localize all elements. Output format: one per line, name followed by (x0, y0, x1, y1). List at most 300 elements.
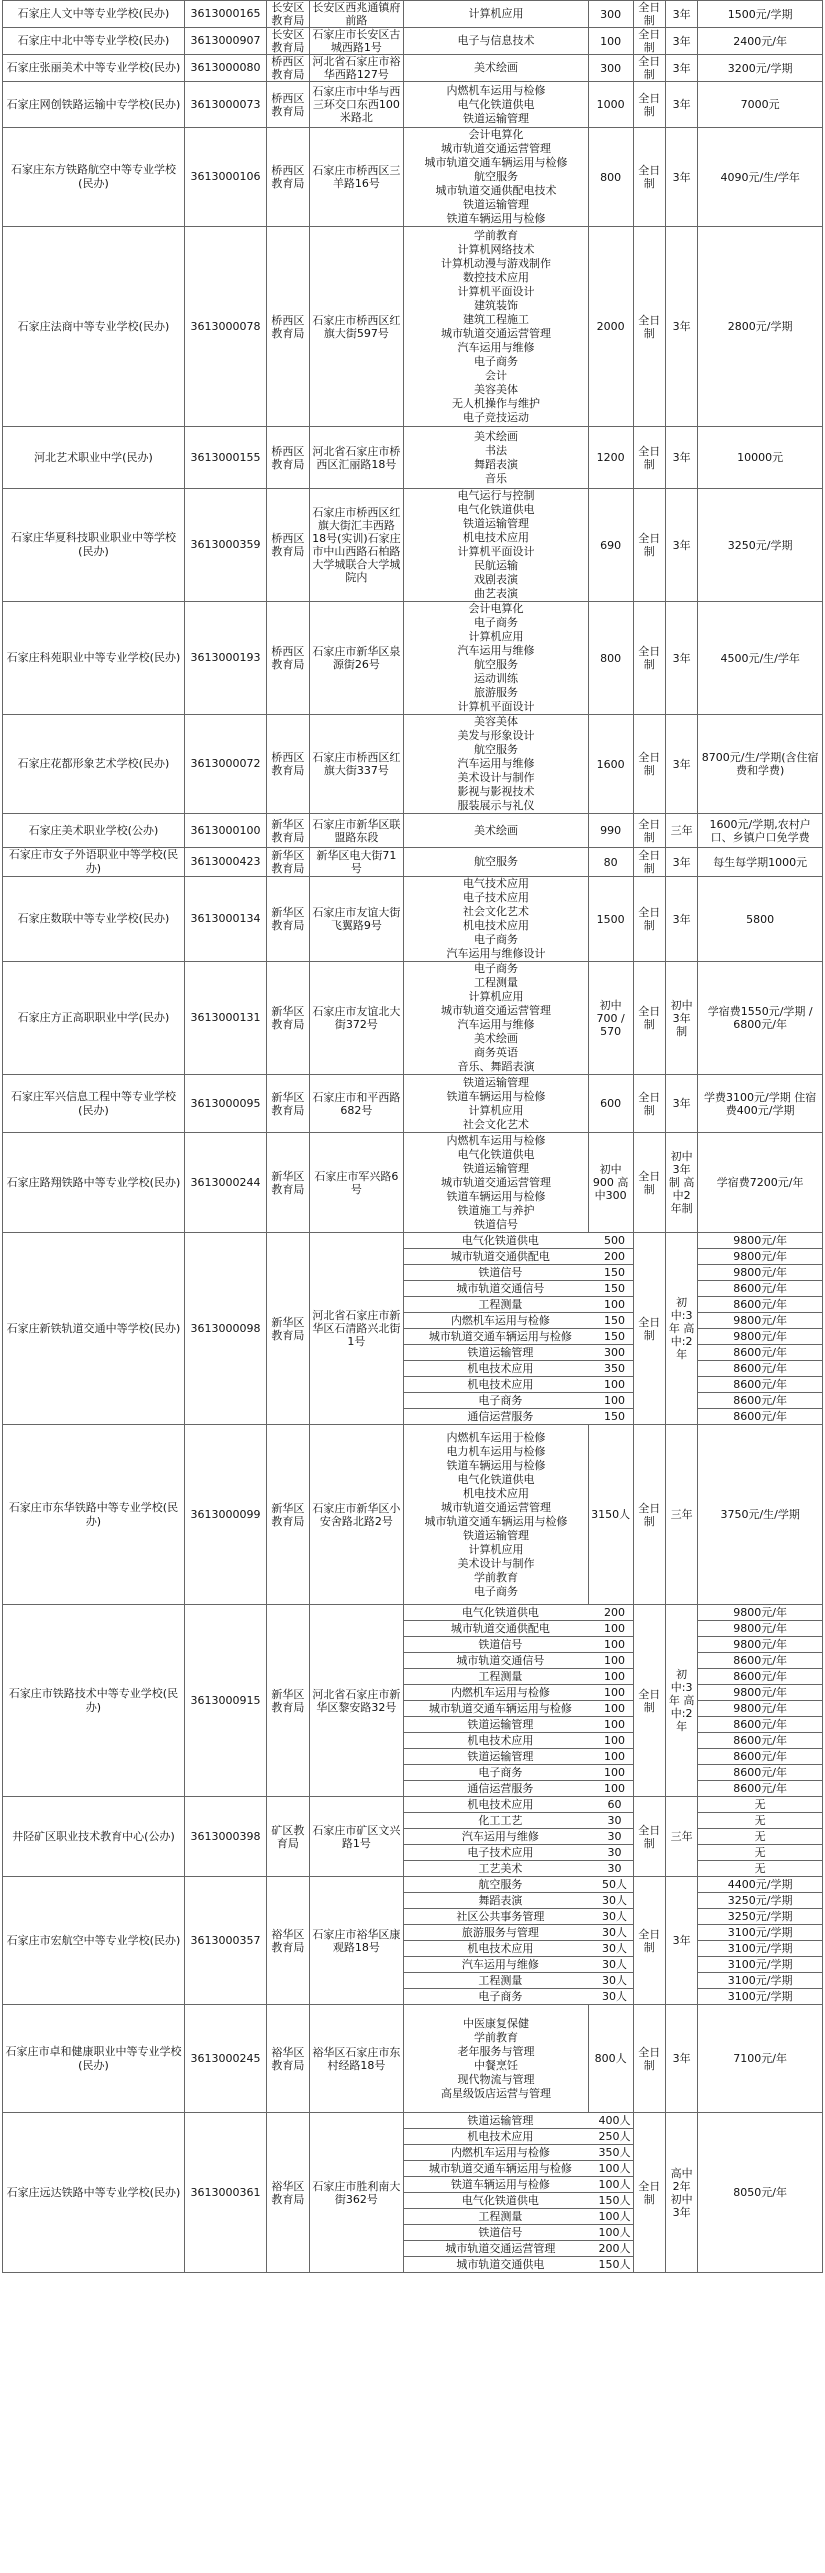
school-address: 石家庄市长安区古城西路1号 (309, 28, 404, 55)
major-item: 舞蹈表演 (473, 457, 518, 471)
study-years: 3年 (665, 427, 697, 489)
tuition-fee: 8700元/生/学期(含住宿费和学费) (698, 715, 823, 814)
major-item: 计算机应用 (468, 630, 524, 643)
major-item: 现代物流与管理 (457, 2072, 535, 2086)
enroll-plan: 2000 (588, 227, 633, 427)
major-item: 铁道运输管理 (462, 1528, 529, 1542)
major-item: 戏剧表演 (473, 573, 518, 586)
enroll-plan: 3150人 (588, 1425, 633, 1605)
study-form: 全日制 (633, 1075, 665, 1133)
majors-list (404, 1425, 588, 1605)
majors-list (404, 2005, 588, 2113)
major-item: 铁道车辆运用与检修 (404, 2177, 596, 2193)
major-item: 城市轨道交通车辆运用与检修 (404, 1329, 596, 1345)
major-item: 会计 (484, 368, 507, 382)
education-bureau: 新华区教育局 (267, 848, 309, 877)
enroll-plan: 100 (597, 1733, 633, 1749)
school-code: 3613000361 (184, 2113, 266, 2273)
school-row (3, 128, 823, 227)
fee-item: 9800元/年 (698, 1329, 822, 1345)
tuition-fee: 1600元/学期,农村户口、乡镇户口免学费 (698, 814, 823, 848)
major-item: 计算机应用 (468, 990, 524, 1003)
major-item: 工程测量 (404, 1973, 596, 1989)
fee-item: 8600元/年 (698, 1361, 822, 1377)
fee-item: 8600元/年 (698, 1393, 822, 1409)
major-item: 铁道运输管理 (462, 111, 529, 125)
enroll-plan: 150 (597, 1281, 633, 1297)
majors-list (404, 1133, 588, 1233)
school-address: 石家庄市桥西区三羊路16号 (309, 128, 404, 227)
major-item: 城市轨道交通信号 (404, 1281, 596, 1297)
major-item: 铁道运输管理 (404, 2113, 596, 2129)
study-years: 3年 (665, 1, 697, 28)
study-years: 3年 (665, 602, 697, 715)
school-name: 石家庄花都形象艺术学校(民办) (3, 715, 185, 814)
fee-item: 3100元/学期 (698, 1925, 822, 1941)
enroll-plan: 100 (597, 1297, 633, 1313)
enroll-plan: 100 (597, 1621, 633, 1637)
major-item: 电子商务 (473, 1584, 518, 1598)
fee-grid (698, 1797, 823, 1877)
education-bureau: 裕华区教育局 (267, 1877, 309, 2005)
major-item: 学前教育 (473, 228, 518, 242)
major-item: 城市轨道交通供电 (456, 2257, 545, 2271)
major-item: 美术绘画 (473, 61, 518, 74)
fee-item: 无 (698, 1813, 822, 1829)
enroll-plan: 100人 (598, 2177, 631, 2191)
school-name: 石家庄美术职业学校(公办) (3, 814, 185, 848)
fee-item: 3250元/学期 (698, 1909, 822, 1925)
major-item: 铁道车辆运用与检修 (446, 1089, 546, 1103)
tuition-fee: 4090元/生/学年 (698, 128, 823, 227)
school-address: 石家庄市桥西区红旗大街597号 (309, 227, 404, 427)
study-years: 三年 (665, 814, 697, 848)
enroll-plan: 150 (597, 1313, 633, 1329)
fee-item: 8600元/年 (733, 1409, 787, 1423)
study-form: 全日制 (633, 1233, 665, 1425)
fee-item: 3100元/学期 (698, 1941, 822, 1957)
enroll-plan: 30 (607, 1861, 622, 1875)
education-bureau: 新华区教育局 (267, 962, 309, 1075)
education-bureau: 新华区教育局 (267, 1605, 309, 1797)
fee-item: 8600元/年 (698, 1717, 822, 1733)
major-item: 铁道车辆运用与检修 (446, 1189, 546, 1203)
major-item: 机电技术应用 (462, 531, 529, 544)
education-bureau: 桥西区教育局 (267, 715, 309, 814)
school-row (3, 1605, 823, 1797)
major-item: 电子商务 (473, 616, 518, 629)
majors-list (404, 877, 588, 962)
study-years: 初中3年制 高中2年制 (665, 1133, 697, 1233)
major-item: 社区公共事务管理 (404, 1909, 596, 1925)
tuition-fee: 7000元 (698, 82, 823, 128)
enroll-plan: 80 (588, 848, 633, 877)
study-form: 全日制 (633, 55, 665, 82)
major-item: 社会文化艺术 (462, 1117, 529, 1131)
school-code: 3613000072 (184, 715, 266, 814)
major-item: 计算机平面设计 (457, 700, 535, 713)
major-item: 汽车运用与维修 (457, 340, 535, 354)
fee-item: 3250元/学期 (698, 1893, 822, 1909)
major-item: 民航运输 (473, 559, 518, 572)
enroll-plan: 200 (597, 1249, 633, 1265)
study-years: 3年 (665, 489, 697, 602)
major-item: 学前教育 (473, 1570, 518, 1584)
study-form: 全日制 (633, 427, 665, 489)
school-code: 3613000078 (184, 227, 266, 427)
enroll-plan: 400人 (598, 2113, 631, 2127)
school-code: 3613000165 (184, 1, 266, 28)
school-code: 3613000098 (184, 1233, 266, 1425)
education-bureau: 桥西区教育局 (267, 227, 309, 427)
school-address: 河北省石家庄市新华区黎安路32号 (309, 1605, 404, 1797)
school-code: 3613000131 (184, 962, 266, 1075)
major-item: 城市轨道交通运营管理 (440, 1004, 551, 1017)
enroll-plan: 600 (588, 1075, 633, 1133)
tuition-fee: 8050元/年 (698, 2113, 823, 2273)
school-code: 3613000134 (184, 877, 266, 962)
major-item: 航空服务 (473, 743, 518, 756)
major-item: 美术设计与制作 (457, 1556, 535, 1570)
study-form: 全日制 (633, 1, 665, 28)
major-item: 影视与影视技术 (457, 785, 535, 798)
school-row (3, 1797, 823, 1877)
fee-item: 8600元/年 (698, 1669, 822, 1685)
major-item: 铁道运输管理 (404, 1717, 596, 1733)
school-address: 新华区电大街71号 (309, 848, 404, 877)
enroll-plan: 500 (597, 1233, 633, 1249)
school-row (3, 962, 823, 1075)
enroll-plan: 30人 (597, 1973, 633, 1989)
major-item: 汽车运用与维修 (404, 1957, 596, 1973)
major-item: 建筑装饰 (473, 298, 518, 312)
tuition-fee: 3750元/生/学期 (698, 1425, 823, 1605)
major-item: 工艺美术 (478, 1861, 523, 1875)
study-form: 全日制 (633, 715, 665, 814)
fee-item: 9800元/年 (698, 1685, 822, 1701)
enroll-plan: 100 (597, 1393, 633, 1409)
fee-item: 9800元/年 (698, 1621, 822, 1637)
tuition-fee: 4500元/生/学年 (698, 602, 823, 715)
enroll-plan: 300 (588, 55, 633, 82)
school-address: 裕华区石家庄市东村经路18号 (309, 2005, 404, 2113)
major-item: 工程测量 (404, 1669, 596, 1685)
fee-item: 8600元/年 (698, 1377, 822, 1393)
major-item: 电子商务 (473, 354, 518, 368)
study-years: 高中2年初中3年 (665, 2113, 697, 2273)
study-years: 初中3年制 (665, 962, 697, 1075)
enroll-plan: 30 (597, 1845, 633, 1861)
major-item: 音乐、舞蹈表演 (457, 1060, 535, 1073)
major-item: 电气化铁道供电 (404, 1605, 596, 1621)
major-item: 铁道信号 (404, 1637, 596, 1653)
major-item: 美术设计与制作 (457, 771, 535, 784)
school-code: 3613000907 (184, 28, 266, 55)
fee-item: 8600元/年 (698, 1345, 822, 1361)
fee-item: 9800元/年 (698, 1605, 822, 1621)
major-item: 内燃机车运用与检修 (404, 2145, 596, 2161)
school-row (3, 2005, 823, 2113)
school-code: 3613000106 (184, 128, 266, 227)
fee-item: 9800元/年 (698, 1249, 822, 1265)
enroll-plan: 100 (597, 1701, 633, 1717)
enroll-plan: 100 (597, 1765, 633, 1781)
school-address: 石家庄市新华区小安舍路北路2号 (309, 1425, 404, 1605)
school-row (3, 715, 823, 814)
enroll-plan: 1600 (588, 715, 633, 814)
study-form: 全日制 (633, 962, 665, 1075)
major-item: 电子与信息技术 (457, 34, 535, 47)
school-code: 3613000423 (184, 848, 266, 877)
major-item: 电子商务 (478, 1989, 523, 2003)
major-item: 无人机操作与维护 (451, 396, 540, 410)
major-item: 音乐 (484, 471, 507, 485)
major-item: 铁道运输管理 (462, 198, 529, 211)
school-name: 石家庄张丽美术中等专业学校(民办) (3, 55, 185, 82)
study-form: 全日制 (633, 1877, 665, 2005)
school-address: 长安区西兆通镇府前路 (309, 1, 404, 28)
fee-item: 8600元/年 (698, 1297, 822, 1313)
enroll-plan: 800 (588, 602, 633, 715)
school-row (3, 1, 823, 28)
study-form: 全日制 (633, 1425, 665, 1605)
fee-item: 9800元/年 (698, 1313, 822, 1329)
major-item: 会计电算化 (468, 602, 524, 615)
majors-list (404, 128, 588, 227)
fee-item: 9800元/年 (698, 1265, 822, 1281)
school-name: 石家庄新铁轨道交通中等学校(民办) (3, 1233, 185, 1425)
enroll-plan: 100 (597, 1685, 633, 1701)
study-years: 3年 (665, 2005, 697, 2113)
study-form: 全日制 (633, 489, 665, 602)
major-item: 铁道信号 (404, 2225, 596, 2241)
major-item: 机电技术应用 (404, 1733, 596, 1749)
school-code: 3613000398 (184, 1797, 266, 1877)
fee-item: 无 (698, 1829, 822, 1845)
school-address: 石家庄市矿区文兴路1号 (309, 1797, 404, 1877)
education-bureau: 矿区教育局 (267, 1797, 309, 1877)
school-name: 石家庄华夏科技职业职业中等学校(民办) (3, 489, 185, 602)
enroll-plan: 100 (597, 1377, 633, 1393)
major-item: 航空服务 (473, 658, 518, 671)
school-code: 3613000099 (184, 1425, 266, 1605)
major-item: 运动训练 (473, 672, 518, 685)
major-item: 汽车运用与维修 (457, 1018, 535, 1031)
study-years: 3年 (665, 715, 697, 814)
major-item: 中餐烹饪 (473, 2058, 518, 2072)
school-name: 石家庄军兴信息工程中等专业学校(民办) (3, 1075, 185, 1133)
school-address: 石家庄市桥西区红旗大街汇丰西路18号(实训)石家庄市中山西路石柏路大学城联合大学城院内 (309, 489, 404, 602)
school-row (3, 489, 823, 602)
education-bureau: 桥西区教育局 (267, 82, 309, 128)
major-item: 城市轨道交通车辆运用与检修 (424, 1514, 568, 1528)
major-item: 汽车运用与维修 (404, 1829, 596, 1845)
school-row (3, 602, 823, 715)
major-item: 汽车运用与维修 (457, 757, 535, 770)
major-item: 书法 (484, 443, 507, 457)
study-years: 初中:3年 高中:2年 (665, 1605, 697, 1797)
study-form: 全日制 (633, 1133, 665, 1233)
enroll-plan: 1200 (588, 427, 633, 489)
enroll-plan: 690 (588, 489, 633, 602)
school-name: 石家庄市东华铁路中等专业学校(民办) (3, 1425, 185, 1605)
major-item: 美术绘画 (473, 823, 518, 837)
school-name: 石家庄方正高职职业中学(民办) (3, 962, 185, 1075)
enroll-plan: 800人 (588, 2005, 633, 2113)
education-bureau: 桥西区教育局 (267, 128, 309, 227)
major-item: 电气化铁道供电 (457, 503, 535, 516)
study-form: 全日制 (633, 848, 665, 877)
school-code: 3613000359 (184, 489, 266, 602)
major-item: 曲艺表演 (473, 587, 518, 600)
major-item: 电气化铁道供电 (404, 1233, 596, 1249)
tuition-fee: 每生每学期1000元 (698, 848, 823, 877)
major-item: 计算机网络技术 (457, 242, 535, 256)
major-item: 电子商务 (473, 962, 518, 975)
fee-grid (698, 1877, 823, 2005)
school-address: 石家庄市军兴路6号 (309, 1133, 404, 1233)
study-years: 3年 (665, 1877, 697, 2005)
major-item: 会计电算化 (468, 128, 524, 141)
majors-list (404, 227, 588, 427)
study-form: 全日制 (633, 28, 665, 55)
major-item: 机电技术应用 (462, 919, 529, 932)
major-item: 内燃机车运用与检修 (404, 1313, 596, 1329)
study-years: 3年 (665, 877, 697, 962)
fee-item: 8600元/年 (698, 1281, 822, 1297)
study-form: 全日制 (633, 2005, 665, 2113)
fee-item: 9800元/年 (698, 1637, 822, 1653)
major-item: 美容美体 (473, 382, 518, 396)
school-table (2, 0, 823, 2273)
school-code: 3613000100 (184, 814, 266, 848)
education-bureau: 新华区教育局 (267, 1233, 309, 1425)
education-bureau: 长安区教育局 (267, 1, 309, 28)
fee-item: 8600元/年 (698, 1749, 822, 1765)
school-address: 石家庄市新华区联盟路东段 (309, 814, 404, 848)
school-address: 石家庄市新华区泉源街26号 (309, 602, 404, 715)
major-item: 航空服务 (473, 170, 518, 183)
enroll-plan: 350人 (598, 2145, 631, 2159)
enroll-plan: 150 (604, 1409, 626, 1423)
school-code: 3613000193 (184, 602, 266, 715)
tuition-fee: 2800元/学期 (698, 227, 823, 427)
study-years: 三年 (665, 1797, 697, 1877)
major-item: 化工工艺 (404, 1813, 596, 1829)
enroll-plan: 100人 (598, 2225, 631, 2239)
education-bureau: 新华区教育局 (267, 1133, 309, 1233)
enroll-plan: 100 (597, 1669, 633, 1685)
school-name: 石家庄市宏航空中等专业学校(民办) (3, 1877, 185, 2005)
major-item: 铁道运输管理 (462, 1161, 529, 1175)
fee-item: 9800元/年 (698, 1701, 822, 1717)
school-address: 石家庄市友谊大街飞翼路9号 (309, 877, 404, 962)
enroll-plan: 150人 (598, 2193, 631, 2207)
majors-list (404, 1, 588, 28)
major-item: 电气化铁道供电 (457, 97, 535, 111)
school-name: 石家庄市铁路技术中等专业学校(民办) (3, 1605, 185, 1797)
education-bureau: 桥西区教育局 (267, 427, 309, 489)
tuition-fee: 5800 (698, 877, 823, 962)
fee-item: 3100元/学期 (698, 1973, 822, 1989)
major-item: 铁道信号 (473, 1217, 518, 1231)
major-item: 旅游服务与管理 (404, 1925, 596, 1941)
major-item: 铁道运输管理 (462, 517, 529, 530)
study-form: 全日制 (633, 82, 665, 128)
major-item: 通信运营服务 (467, 1781, 534, 1795)
major-item: 电气运行与控制 (457, 489, 535, 502)
tuition-fee: 2400元/年 (698, 28, 823, 55)
major-item: 计算机动漫与游戏制作 (440, 256, 551, 270)
major-item: 计算机应用 (468, 1103, 524, 1117)
tuition-fee: 7100元/年 (698, 2005, 823, 2113)
major-item: 机电技术应用 (404, 1941, 596, 1957)
school-address: 河北省石家庄市裕华西路127号 (309, 55, 404, 82)
enroll-plan: 初中700 / 570 (588, 962, 633, 1075)
fee-item: 9800元/年 (698, 1233, 822, 1249)
major-item: 城市轨道交通车辆运用与检修 (404, 1701, 596, 1717)
major-item: 电子商务 (473, 933, 518, 946)
major-item: 铁道运输管理 (404, 1749, 596, 1765)
major-item: 城市轨道交通运营管理 (440, 142, 551, 155)
school-name: 井陉矿区职业技术教育中心(公办) (3, 1797, 185, 1877)
school-row (3, 427, 823, 489)
school-address: 石家庄市裕华区康观路18号 (309, 1877, 404, 2005)
major-item: 电气技术应用 (462, 877, 529, 890)
major-item: 服装展示与礼仪 (457, 799, 535, 812)
enroll-plan: 800 (588, 128, 633, 227)
enroll-plan: 1500 (588, 877, 633, 962)
enroll-plan: 100人 (598, 2209, 631, 2223)
major-item: 旅游服务 (473, 686, 518, 699)
enroll-plan: 300 (588, 1, 633, 28)
enroll-plan: 250人 (598, 2129, 631, 2143)
education-bureau: 新华区教育局 (267, 877, 309, 962)
enroll-plan: 30人 (597, 1941, 633, 1957)
major-item: 计算机平面设计 (457, 284, 535, 298)
major-item: 工程测量 (473, 976, 518, 989)
fee-item: 3100元/学期 (727, 1989, 793, 2003)
tuition-fee: 学宿费7200元/年 (698, 1133, 823, 1233)
major-item: 计算机应用 (468, 7, 524, 20)
major-item: 电气化铁道供电 (457, 1147, 535, 1161)
study-years: 3年 (665, 28, 697, 55)
majors-list (404, 82, 588, 128)
major-item: 机电技术应用 (404, 1797, 596, 1813)
school-row (3, 2113, 823, 2273)
study-years: 3年 (665, 227, 697, 427)
enroll-plan: 1000 (588, 82, 633, 128)
school-name: 石家庄东方铁路航空中等专业学校(民办) (3, 128, 185, 227)
school-code: 3613000095 (184, 1075, 266, 1133)
enroll-plan: 60 (597, 1797, 633, 1813)
enroll-plan: 200 (597, 1605, 633, 1621)
enroll-plan: 30 (597, 1829, 633, 1845)
enroll-plan: 150人 (598, 2257, 631, 2271)
major-item: 城市轨道交通运营管理 (440, 1500, 551, 1514)
major-item: 机电技术应用 (462, 1486, 529, 1500)
major-item: 舞蹈表演 (404, 1893, 596, 1909)
major-item: 工程测量 (404, 2209, 596, 2225)
major-item: 社会文化艺术 (462, 905, 529, 918)
majors-list (404, 1075, 588, 1133)
school-name: 石家庄市女子外语职业中等学校(民办) (3, 848, 185, 877)
enroll-plan: 初中900 高中300 (588, 1133, 633, 1233)
major-item: 机电技术应用 (404, 2129, 596, 2145)
major-item: 计算机平面设计 (457, 545, 535, 558)
study-form: 全日制 (633, 814, 665, 848)
enroll-plan: 30人 (597, 1893, 633, 1909)
